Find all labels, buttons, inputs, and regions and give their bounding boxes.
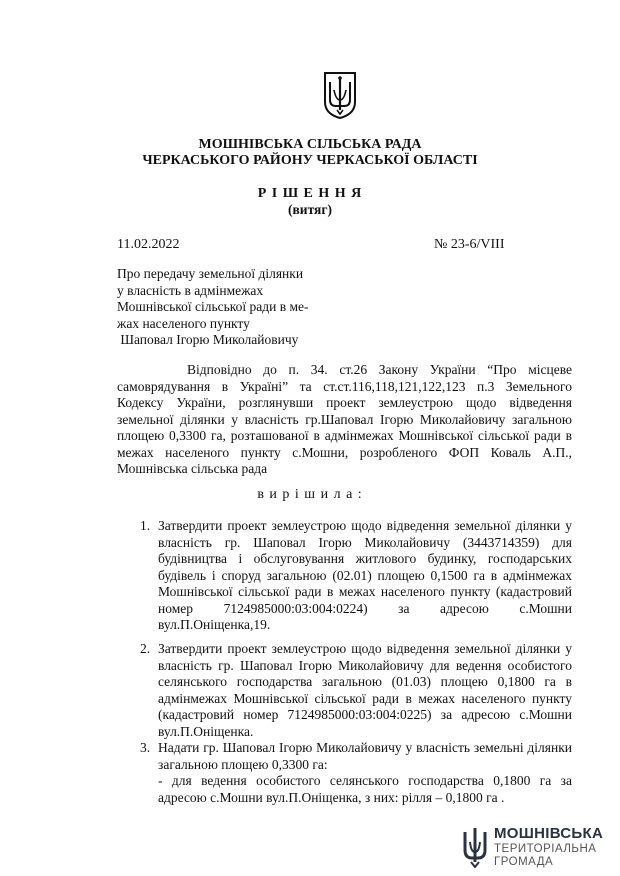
resolved-heading: в и р і ш и л а :: [257, 487, 363, 502]
item-text: Надати гр. Шаповал Ігорю Миколайовичу у власність земельні ділянки загальною площею 0,3300 га:: [158, 740, 572, 772]
logo-line: ТЕРИТОРІАЛЬНА: [494, 843, 597, 855]
council-region: ЧЕРКАСЬКОГО РАЙОНУ ЧЕРКАСЬКОЇ ОБЛАСТІ: [142, 153, 478, 168]
item-text: Затвердити проект землеустрою щодо відведення земельної ділянки у власність гр. Шаповал Ігорю Миколайовичу для ведення особистого селянського господарства загальною (01.03) площею 0,1800 га в адмінмежах Мошнівської сільської ради в межах населеного пункту (кадастровий номер 7124985000:03:004:0225) за адресою с.Мошни вул.П.Оніщенка.: [158, 641, 572, 739]
logo-line: ГРОМАДА: [494, 856, 554, 868]
item-number: 2.: [140, 641, 151, 656]
item-number: 1.: [140, 518, 151, 533]
list-item: [140, 518, 572, 634]
subject-block: [117, 266, 357, 349]
coat-of-arms-icon: [322, 70, 358, 120]
subject-line: Про передачу земельної ділянки: [117, 266, 304, 281]
item-number: 3.: [140, 740, 151, 755]
item-subtext: - для ведення особистого селянського господарства 0,1800 га за адресою с.Мошни вул.П.Оніщенка, з них: рілля – 0,1800 га .: [158, 773, 572, 805]
list-item: [140, 740, 572, 806]
document-number: № 23-6/VIII: [434, 237, 505, 252]
document-subtype: (витяг): [288, 202, 332, 217]
document-type: Р І Ш Е Н Н Я: [257, 186, 363, 201]
preamble-text: Відповідно до п. 34. ст.26 Закону України “Про місцеве самоврядування в Україні” та ст.ст.116,118,121,122,123 п.3 Земельного Кодексу України, розглянувши проект землеустрою щодо відведення земельної ділянки у власність гр.Шаповал Ігорю Миколайовичу загальною площею 0,3300 га, розташованої в адмінмежах Мошнівської сільської ради в межах населеного пункту с.Мошни, розробленого ФОП Коваль А.П., Мошнівська сільська рада: [117, 362, 572, 476]
subject-line: у власність в адмінмежах: [117, 282, 264, 298]
subject-line: Шаповал Ігорю Миколайовичу: [117, 332, 299, 347]
trident-logo-icon: [460, 826, 490, 868]
subject-line: жах населеного пункту: [117, 315, 250, 331]
council-name: МОШНІВСЬКА СІЛЬСЬКА РАДА: [198, 137, 422, 152]
document-date: 11.02.2022: [117, 237, 180, 252]
community-logo: [460, 826, 610, 870]
subject-line: Мошнівської сільської ради в ме-: [117, 299, 309, 314]
logo-title: МОШНІВСЬКА: [494, 825, 604, 842]
list-item: [140, 641, 572, 740]
preamble-paragraph: [117, 362, 572, 478]
item-text: Затвердити проект землеустрою щодо відведення земельної ділянки у власність гр. Шаповал Ігорю Миколайовичу (3443714359) для будівництва і обслуговування житлового будинку, господарських будівель і споруд загальною (02.01) площею 0,1500 га в адмінмежах Мошнівської сільської ради в межах населеного пункту (кадастровий номер 7124985000:03:004:0224) за адресою с.Мошни вул.П.Оніщенка,19.: [158, 518, 572, 632]
